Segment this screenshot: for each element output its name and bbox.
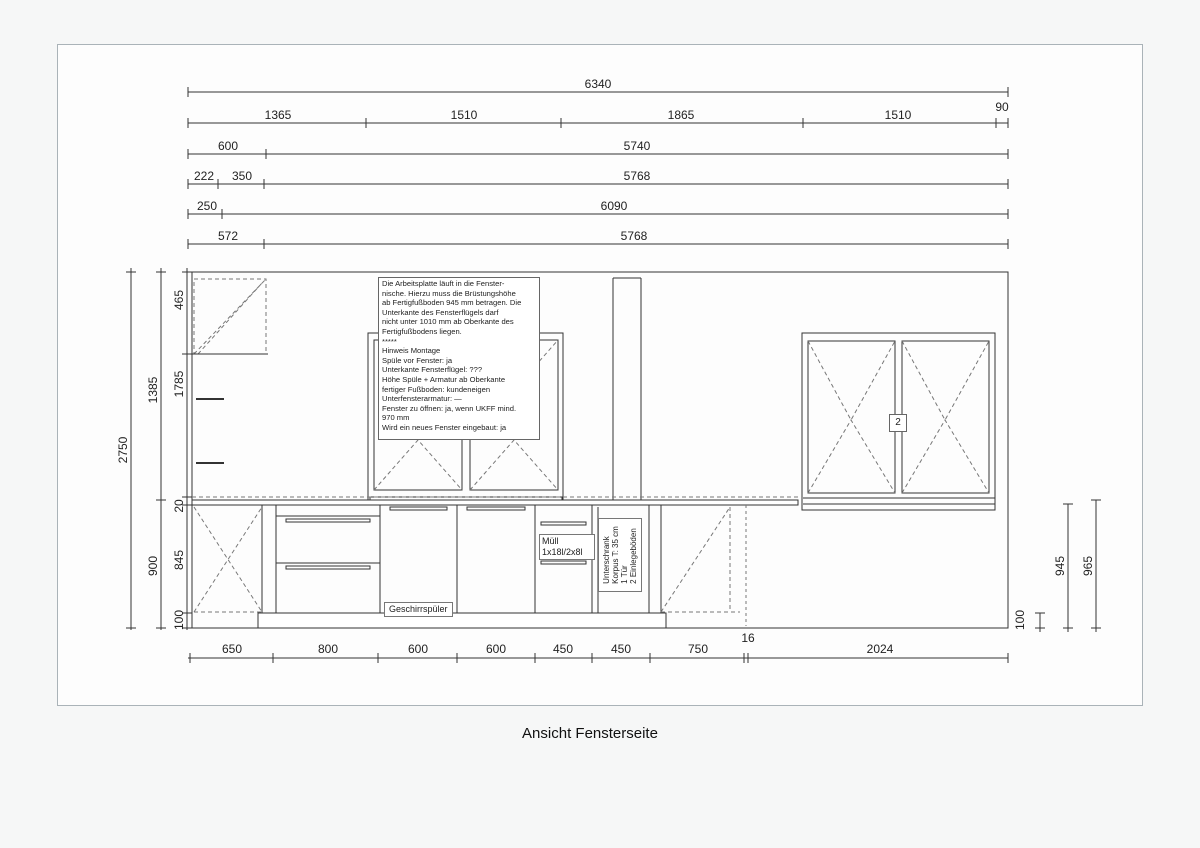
dim-top-r2-3: 1865 [667,108,695,122]
note-line: fertiger Fußboden: kundeneigen [382,384,491,394]
cabinet-line: Korpus T: 35 cm [611,526,620,584]
note-line: nische. Hierzu muss die Brüstungshöhe [382,288,516,298]
note-line: Unterkante des Fensterflügels darf [382,307,499,317]
dim-bottom-6: 450 [610,642,632,656]
note-line: Fenster zu öffnen: ja, wenn UKFF mind. [382,403,517,413]
base-cabinet-label [598,518,642,592]
waste-label-line2: 1x18l/2x8l [542,547,583,557]
note-line: Hinweis Montage [382,346,441,356]
cabinet-line: Unterschrank [602,536,611,584]
dim-left-465: 465 [172,289,186,311]
dim-right-965: 965 [1081,555,1095,577]
dim-bottom-8: 16 [741,631,755,645]
dishwasher-label: Geschirrspüler [384,602,453,617]
note-line: ab Fertigfußboden 945 mm betragen. Die [382,298,522,308]
note-line: Fertigfußbodens liegen. [382,326,462,336]
dim-top-r4-1: 222 [193,169,215,183]
dim-top-r6-1: 572 [217,229,239,243]
waste-label-line1: Müll [542,536,559,546]
note-line: ***** [382,336,397,346]
dim-left-20: 20 [172,499,186,513]
cabinet-line: 1 Tür [620,565,629,584]
dim-left-900: 900 [146,555,160,577]
base-cabinet-text [602,526,638,584]
dim-top-total: 6340 [584,77,612,91]
waste-bin-label [539,534,595,560]
note-line: Wird ein neues Fenster eingebaut: ja [382,422,507,432]
dim-top-r2-5: 90 [995,100,1009,114]
dim-top-r4-2: 350 [231,169,253,183]
note-line: Die Arbeitsplatte läuft in die Fenster- [382,279,505,288]
dim-bottom-2: 800 [317,642,339,656]
dim-top-r2-4: 1510 [884,108,912,122]
dim-left-1385: 1385 [146,376,160,404]
dim-bottom-7: 750 [687,642,709,656]
dim-top-r2-1: 1365 [264,108,292,122]
note-line: nicht unter 1010 mm ab Oberkante des [382,317,514,327]
installation-note [378,277,540,440]
dim-top-r3-2: 5740 [623,139,651,153]
dim-bottom-5: 450 [552,642,574,656]
window-number-badge: 2 [889,414,907,432]
dim-bottom-3: 600 [407,642,429,656]
note-line: Höhe Spüle + Armatur ab Oberkante [382,374,506,384]
dim-right-945: 945 [1053,555,1067,577]
dim-bottom-4: 600 [485,642,507,656]
cabinet-line: 2 Einlegeböden [629,528,638,584]
dim-top-r6-2: 5768 [620,229,648,243]
note-line: Spüle vor Fenster: ja [382,355,453,365]
note-line: Unterfensterarmatur: — [382,394,462,404]
dim-left-845: 845 [172,549,186,571]
note-line: 970 mm [382,413,410,423]
dim-top-r2-2: 1510 [450,108,478,122]
dim-left-100: 100 [172,609,186,631]
dim-top-r5-1: 250 [196,199,218,213]
dim-right-100: 100 [1013,609,1027,631]
dim-top-r3-1: 600 [217,139,239,153]
dim-top-r4-3: 5768 [623,169,651,183]
dim-left-total: 2750 [116,436,130,464]
dim-left-1785-label: 1785 [172,370,186,398]
drawing-caption: Ansicht Fensterseite [522,725,658,742]
dim-bottom-9: 2024 [866,642,894,656]
dim-bottom-1: 650 [221,642,243,656]
dim-top-r5-2: 6090 [600,199,628,213]
note-line: Unterkante Fensterflügel: ??? [382,365,483,375]
